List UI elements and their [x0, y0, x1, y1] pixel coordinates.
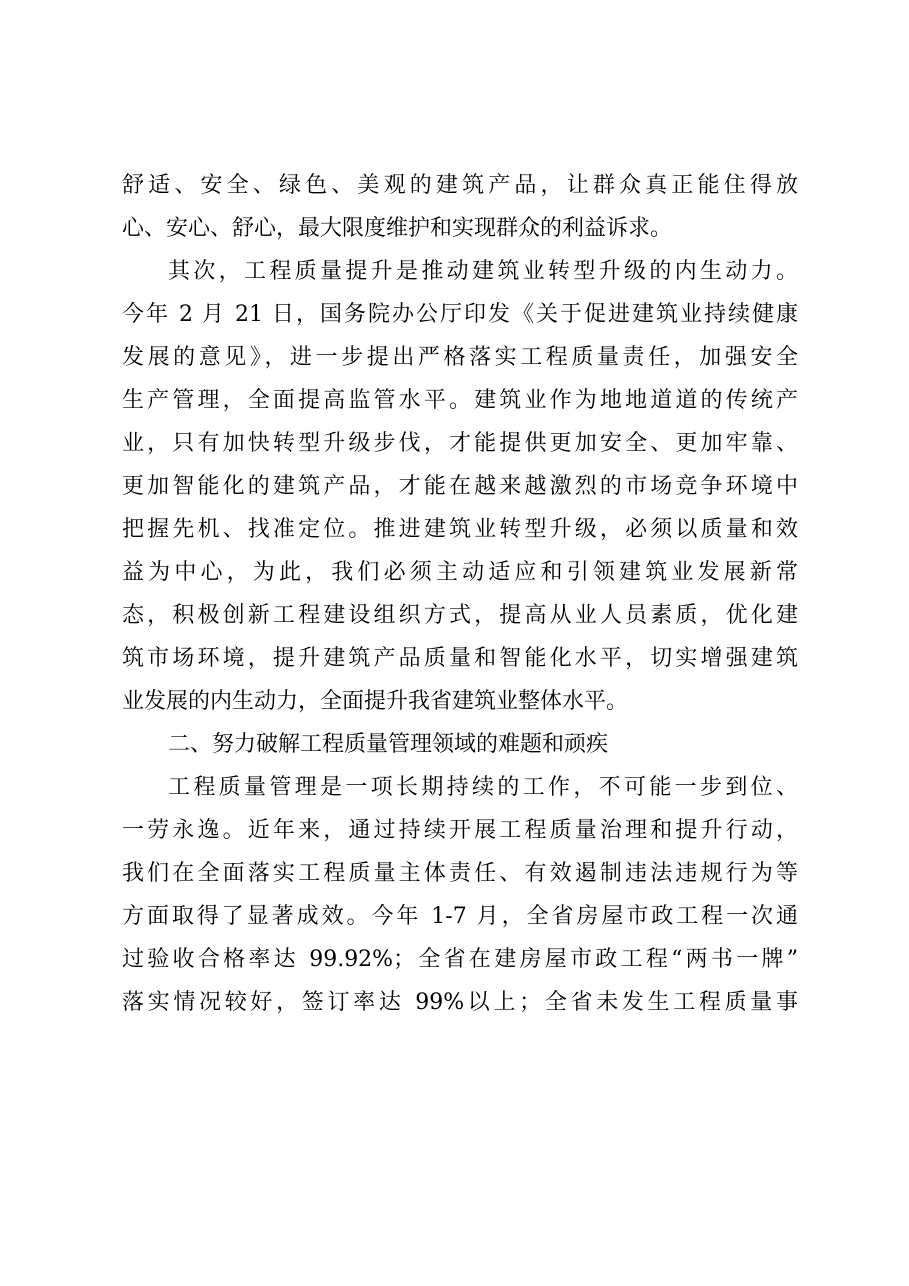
text-line: 过验收合格率达 99.92%；全省在建房屋市政工程“两书一牌” — [122, 947, 798, 972]
text-line: 生产管理，全面提高监管水平。建筑业作为地地道道的传统产 — [122, 388, 798, 413]
text-line: 更加智能化的建筑产品，才能在越来越激烈的市场竞争环境中 — [122, 474, 798, 499]
text-line: 落实情况较好，签订率达 99%以上；全省未发生工程质量事 — [122, 990, 798, 1015]
text-line: 筑市场环境，提升建筑产品质量和智能化水平，切实增强建筑 — [122, 646, 798, 671]
text-line: 态，积极创新工程建设组织方式，提高从业人员素质，优化建 — [122, 603, 798, 628]
text-line: 一劳永逸。近年来，通过持续开展工程质量治理和提升行动， — [122, 818, 798, 843]
text-line: 发展的意见》，进一步提出严格落实工程质量责任，加强安全 — [122, 345, 798, 370]
text-line: 我们在全面落实工程质量主体责任、有效遏制违法违规行为等 — [122, 861, 798, 886]
body-text — [122, 164, 798, 1024]
paragraph-start-line: 工程质量管理是一项长期持续的工作，不可能一步到位、 — [168, 775, 798, 800]
text-line: 业发展的内生动力，全面提升我省建筑业整体水平。 — [122, 689, 629, 714]
text-line: 业，只有加快转型升级步伐，才能提供更加安全、更加牢靠、 — [122, 431, 798, 456]
text-line: 心、安心、舒心，最大限度维护和实现群众的利益诉求。 — [122, 216, 673, 241]
text-line: 舒适、安全、绿色、美观的建筑产品，让群众真正能住得放 — [122, 173, 798, 198]
text-line: 益为中心，为此，我们必须主动适应和引领建筑业发展新常 — [122, 560, 798, 585]
text-line: 把握先机、找准定位。推进建筑业转型升级，必须以质量和效 — [122, 517, 798, 542]
paragraph-start-line: 其次，工程质量提升是推动建筑业转型升级的内生动力。 — [168, 259, 798, 284]
text-line: 方面取得了显著成效。今年 1-7 月，全省房屋市政工程一次通 — [122, 904, 798, 929]
text-line: 今年 2 月 21 日，国务院办公厅印发《关于促进建筑业持续健康 — [122, 302, 798, 327]
section-heading: 二、努力破解工程质量管理领域的难题和顽疾 — [168, 732, 609, 757]
